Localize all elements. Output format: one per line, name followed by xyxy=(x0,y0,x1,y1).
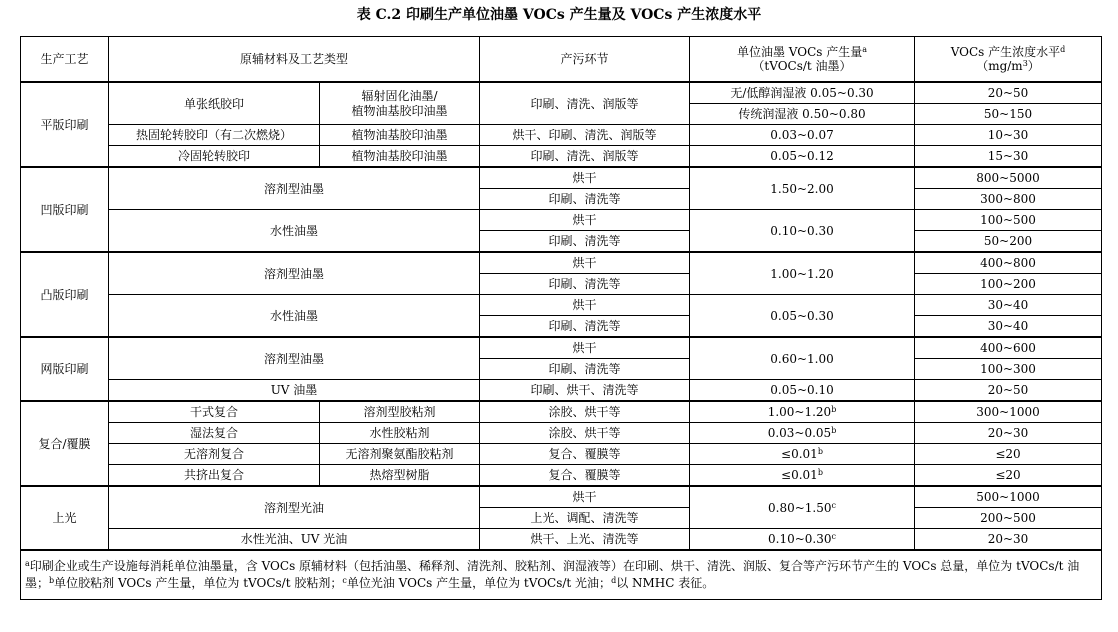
table-row: 印刷、清洗等 300~800 xyxy=(21,189,1102,210)
header-materials: 原辅材料及工艺类型 xyxy=(109,37,480,83)
header-stage: 产污环节 xyxy=(480,37,690,83)
voc-table xyxy=(20,36,1102,600)
header-process: 生产工艺 xyxy=(21,37,109,83)
table-row: 平版印刷 单张纸胶印 辐射固化油墨/ 植物油基胶印油墨 印刷、清洗、润版等 无/低醇润湿液 0.05~0.30 20~50 xyxy=(21,82,1102,104)
table-row: 复合/覆膜 干式复合 溶剂型胶粘剂 涂胶、烘干等 1.00~1.20$^b$ 300~1000 xyxy=(21,401,1102,423)
table-row: 水性光油、UV 光油 烘干、上光、清洗等 0.10~0.30$^c$ 20~30 xyxy=(21,529,1102,551)
table-row: UV 油墨 印刷、烘干、清洗等 0.05~0.10 20~50 xyxy=(21,380,1102,402)
table-row: 水性油墨 烘干 0.10~0.30 100~500 xyxy=(21,210,1102,231)
table-row: 热固轮转胶印（有二次燃烧） 植物油基胶印油墨 烘干、印刷、清洗、润版等 0.03~0.07 10~30 xyxy=(21,125,1102,146)
table-row: 湿法复合 水性胶粘剂 涂胶、烘干等 0.03~0.05$^b$ 20~30 xyxy=(21,423,1102,444)
table-row: 上光 溶剂型光油 烘干 0.80~1.50$^c$ 500~1000 xyxy=(21,486,1102,508)
table-row: 印刷、清洗等 50~200 xyxy=(21,231,1102,253)
table-title: 表 C.2 印刷生产单位油墨 VOCs 产生量及 VOCs 产生浓度水平 xyxy=(356,7,762,23)
table-row: 水性油墨 烘干 0.05~0.30 30~40 xyxy=(21,295,1102,316)
group-laminate: 复合/覆膜 xyxy=(21,401,109,486)
table-row: 印刷、清洗等 100~300 xyxy=(21,359,1102,380)
footnote-row xyxy=(21,550,1102,600)
group-varnish: 上光 xyxy=(21,486,109,550)
table-row: 冷固轮转胶印 植物油基胶印油墨 印刷、清洗、润版等 0.05~0.12 15~30 xyxy=(21,146,1102,168)
header-concentration: VOCs 产生浓度水平$^d$ $(mg/m^3)$ xyxy=(915,37,1102,83)
table-row: 无溶剂复合 无溶剂聚氨酯胶粘剂 复合、覆膜等 ≤0.01$^b$ ≤20 xyxy=(21,444,1102,465)
group-screen: 网版印刷 xyxy=(21,337,109,401)
group-gravure: 凹版印刷 xyxy=(21,167,109,252)
table-row: 共挤出复合 热熔型树脂 复合、覆膜等 ≤0.01$^b$ ≤20 xyxy=(21,465,1102,487)
header-row xyxy=(21,37,1102,83)
table-row: 印刷、清洗等 100~200 xyxy=(21,274,1102,295)
table-row: 上光、调配、清洗等 200~500 xyxy=(21,508,1102,529)
table-row: 凸版印刷 溶剂型油墨 烘干 1.00~1.20 400~800 xyxy=(21,252,1102,274)
group-flexo: 凸版印刷 xyxy=(21,252,109,337)
footnote: $^a$印刷企业或生产设施每消耗单位油墨量，含 VOCs 原辅材料（包括油墨、稀释剂、清洗剂、胶粘剂、润湿液等）在印刷、烘干、清洗、润版、复合等产污环节产生的 VOCs 总量，单位为 tVOCs/t 油墨；$^b$单位胶粘剂 VOCs 产生量，单位为 tVOCs/t 胶粘剂；$^c$单位光油 VOCs 产生量，单位为 tVOCs/t 光油；$^d$以 NMHC 表征。 xyxy=(21,550,1102,600)
header-unit: 单位油墨 VOCs 产生量$^a$ （tVOCs/t 油墨） xyxy=(690,37,915,83)
table-row: 网版印刷 溶剂型油墨 烘干 0.60~1.00 400~600 xyxy=(21,337,1102,359)
table-row: 印刷、清洗等 30~40 xyxy=(21,316,1102,338)
table-row: 传统润湿液 0.50~0.80 50~150 xyxy=(21,104,1102,125)
group-offset: 平版印刷 xyxy=(21,82,109,167)
table-row: 凹版印刷 溶剂型油墨 烘干 1.50~2.00 800~5000 xyxy=(21,167,1102,189)
